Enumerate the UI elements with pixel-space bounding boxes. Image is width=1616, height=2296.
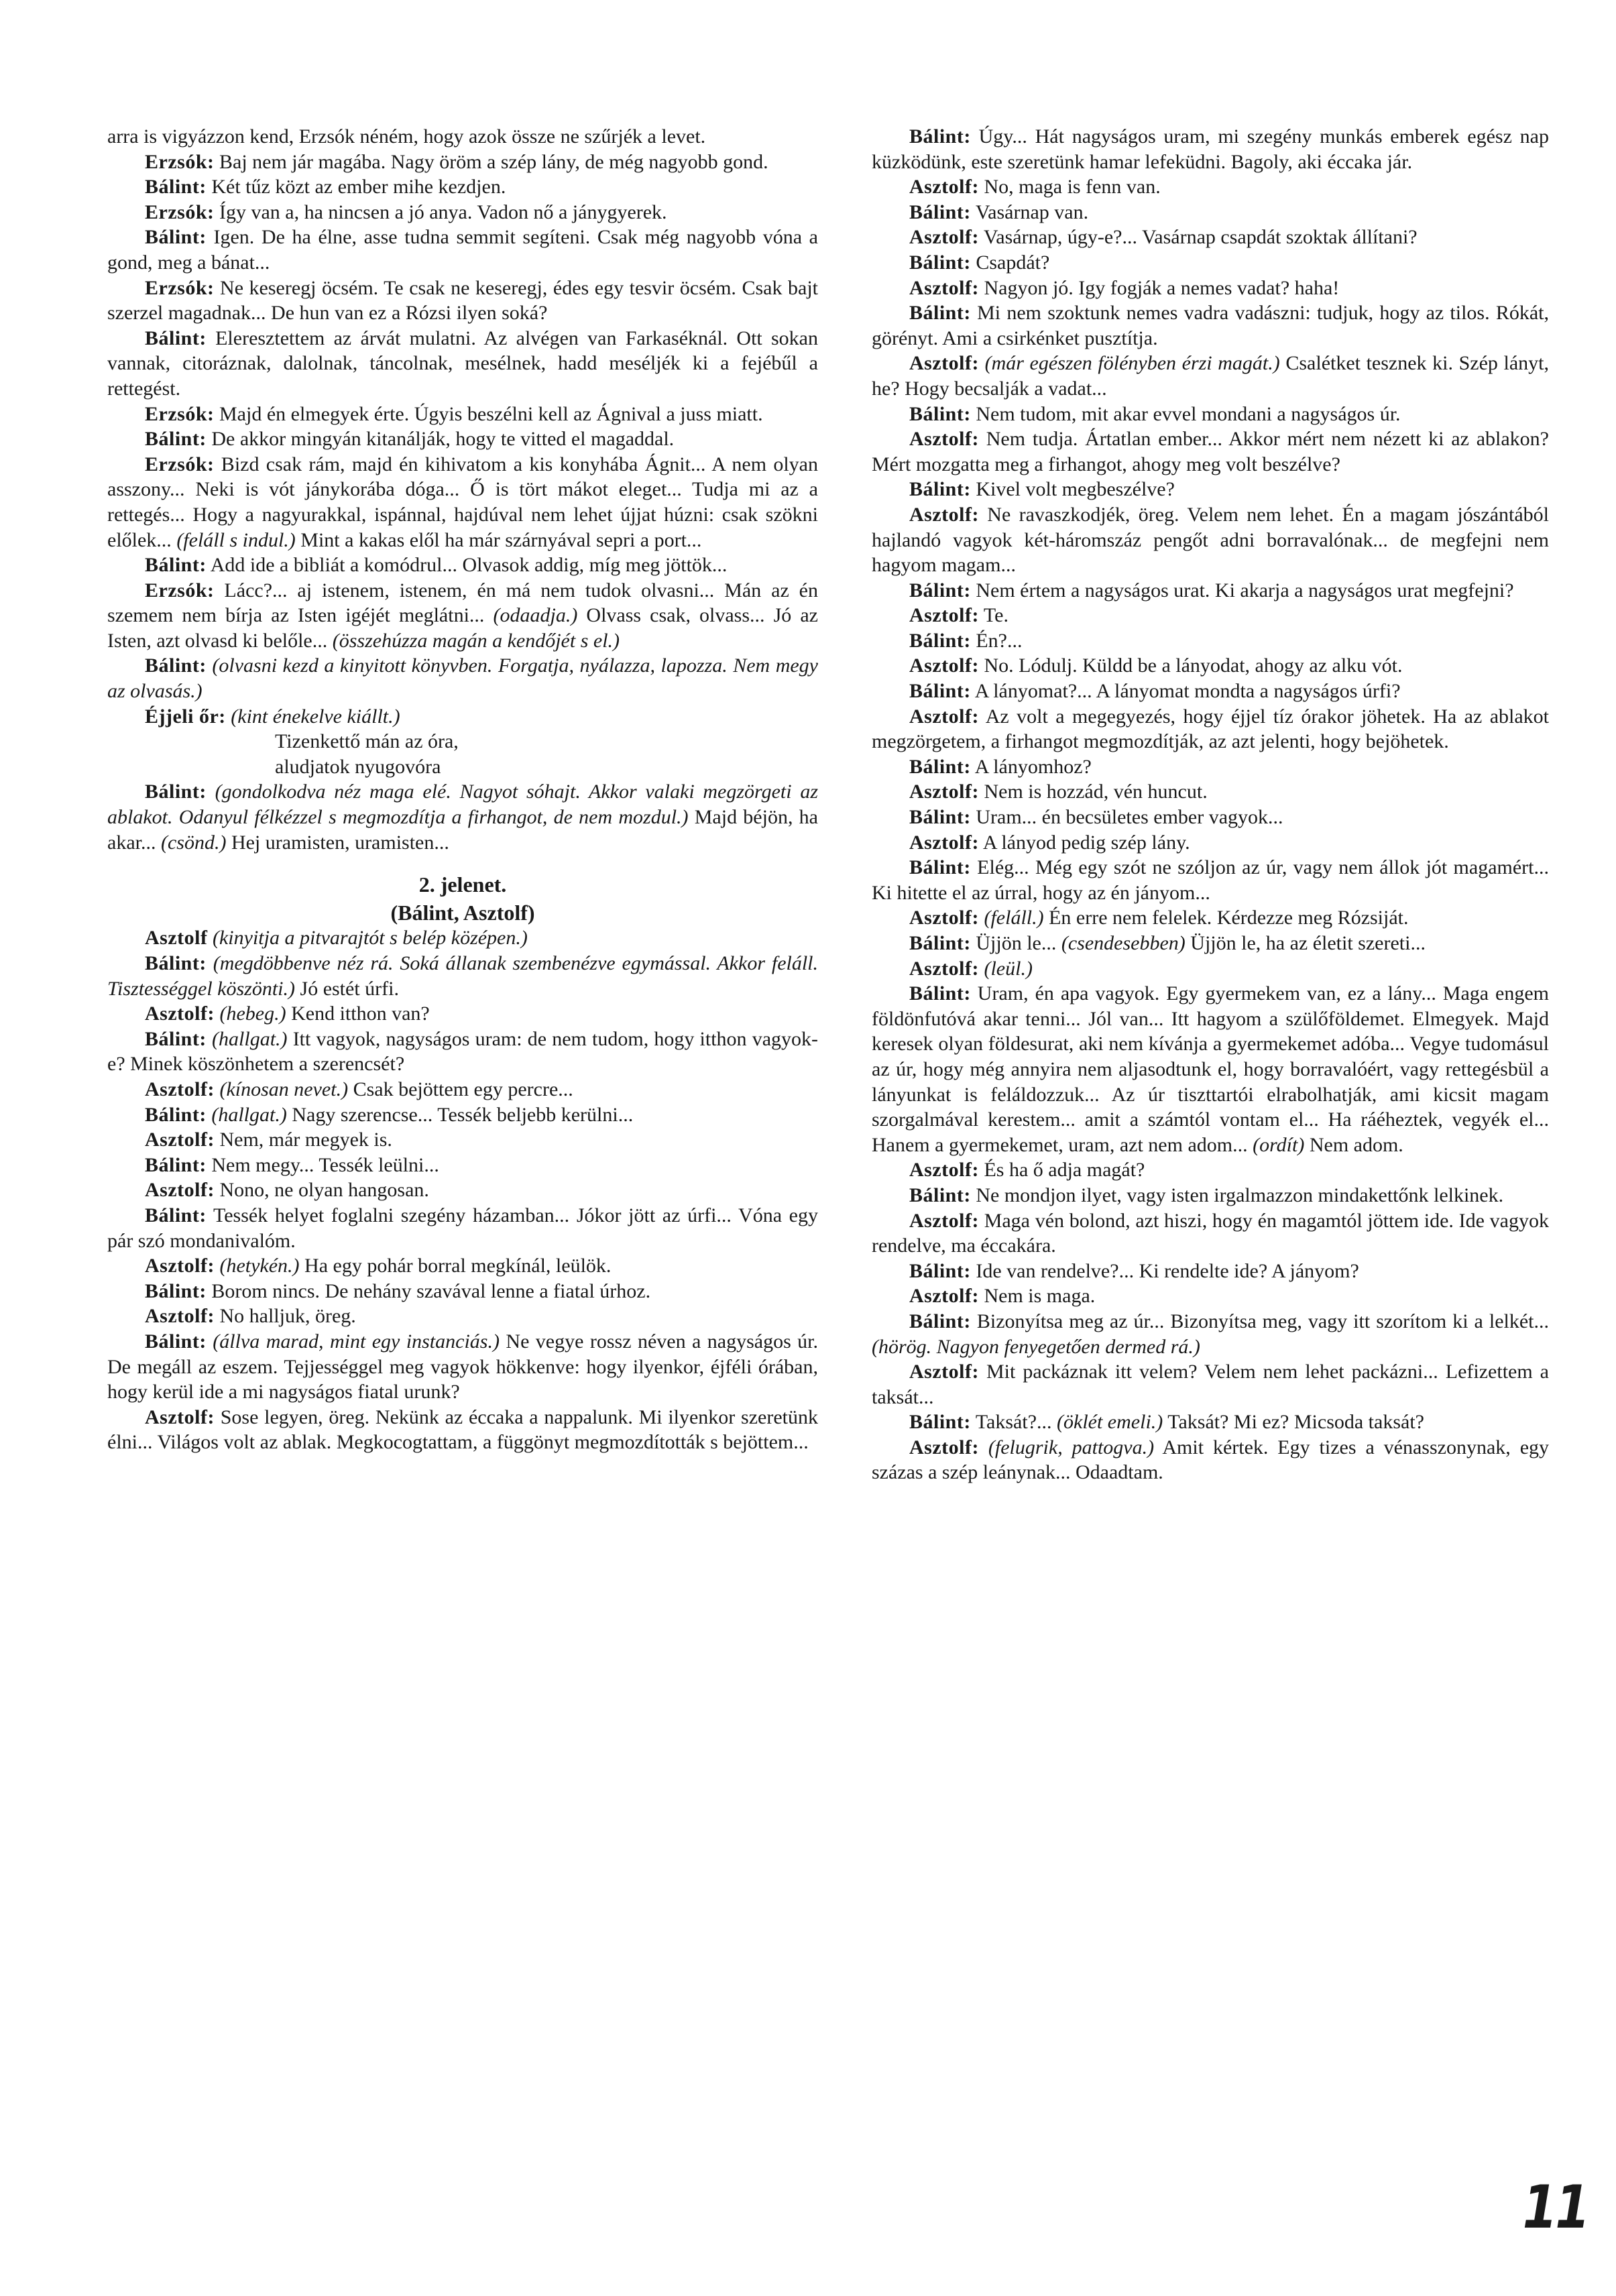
left-column <box>107 124 818 1455</box>
dialogue-line <box>107 1279 818 1304</box>
stage-direction: (csönd.) <box>160 831 227 854</box>
dialogue-line <box>107 326 818 402</box>
dialogue-text: Te. <box>978 604 1008 627</box>
right-column <box>872 124 1549 1485</box>
dialogue-text: Ne ravaszkodjék, öreg. Velem nem lehet. Én a magam jószántából hajlandó vagyok két-háromszáz pengőt adni borravalónak... de megfejni nem hagyom magam... <box>872 503 1549 577</box>
speaker-name: Erzsók: <box>145 402 215 425</box>
dialogue-text: Nem megy... Tessék leülni... <box>206 1153 439 1176</box>
speaker-name: Asztolf: <box>909 226 979 249</box>
dialogue-line <box>107 1077 818 1102</box>
dialogue-text: Bizd csak rám, majd én kihivatom a kis konyhába Ágnit... A nem olyan asszony... Neki is vót jánykorába dóga... Ő is tört mákot eleget... Tudja mi az a rettegés... Hogy a nagyurakkal, ispánnal, hajdúval nem lehet újjat húzni: csak szökni előlek... <box>107 453 818 551</box>
dialogue-line <box>872 402 1549 427</box>
dialogue-text <box>207 952 213 974</box>
speaker-name: Asztolf: <box>145 1129 215 1151</box>
dialogue-line <box>872 603 1549 628</box>
speaker-name: Bálint: <box>145 1204 207 1226</box>
dialogue-text: Kend itthon van? <box>286 1002 430 1025</box>
dialogue-text: Ha egy pohár borral megkínál, leülök. <box>299 1255 612 1277</box>
stage-direction: (már egészen fölényben érzi magát.) <box>984 352 1280 375</box>
speaker-name: Bálint: <box>909 478 971 501</box>
dialogue-text <box>979 352 985 374</box>
stage-direction: (hallgat.) <box>212 1027 288 1050</box>
dialogue-line <box>872 679 1549 704</box>
scene-heading: 2. jelenet. <box>418 872 507 897</box>
speaker-name: Bálint: <box>145 226 207 249</box>
dialogue-text: Uram, én apa vagyok. Egy gyermekem van, ez a lány... Maga engem földönfutóvá akar tenni... Jól van... Itt hagyom a szülőföldemet. Elmegyek. Majd keresek olyan földesurat, aki nem kívánja a gyermekemet adóba... Vegye tudomásul az úr, hogy még annyira nem aljasodtunk el, hogy borravalóért, vagy rettegésbül a lányunkat is feláldozzuk... Az úr tiszttartói elrabolhatják, ami kicsit magam szorgalmával kerestem... amit a számtól vontam el... Ha ráéheztek, vegyék el... Hanem a gyermekemet, uram, azt nem adom... <box>872 982 1549 1156</box>
dialogue-line <box>107 276 818 326</box>
dialogue-text: Hej uramisten, uramisten... <box>226 831 449 854</box>
song-line: Tizenkettő mán az óra, <box>275 730 459 753</box>
dialogue-line <box>872 351 1549 401</box>
dialogue-line <box>107 150 818 175</box>
speaker-name: Erzsók: <box>145 150 215 173</box>
dialogue-text: Eleresztettem az árvát mulatni. Az alvégen van Farkaséknál. Ott sokan vannak, citoráznak, dalolnak, táncolnak, mesélnek, hadd meséljék ki a fejébűl a rettegést. <box>107 327 818 400</box>
dialogue-text: Nem tudja. Ártatlan ember... Akkor mért nem nézett ki az ablakon? Mért mozgatta meg a firhangot, ahogy meg volt beszélve? <box>872 428 1549 475</box>
dialogue-text: Majd béjön, ha akar... <box>107 806 818 854</box>
dialogue-line <box>872 124 1549 174</box>
speaker-name: Asztolf: <box>909 781 979 803</box>
dialogue-line <box>107 1329 818 1405</box>
dialogue-text: Nono, ne olyan hangosan. <box>214 1179 429 1202</box>
dialogue-text: Ide van rendelve?... Ki rendelte ide? A jányom? <box>970 1259 1359 1282</box>
dialogue-line <box>107 1304 818 1329</box>
stage-direction: (hetykén.) <box>219 1255 300 1277</box>
stage-direction: (leül.) <box>984 957 1033 980</box>
dialogue-text: A lányod pedig szép lány. <box>978 831 1190 854</box>
dialogue-line <box>872 578 1549 604</box>
dialogue-text <box>207 1330 213 1353</box>
dialogue-line <box>872 1359 1549 1410</box>
dialogue-text: Csapdát? <box>970 251 1050 274</box>
dialogue-line <box>872 931 1549 956</box>
dialogue-line <box>107 1102 818 1128</box>
stage-direction: (kint énekelve kiállt.) <box>231 705 400 728</box>
dialogue-line <box>107 225 818 275</box>
dialogue-line <box>872 1208 1549 1259</box>
speaker-name: Asztolf <box>145 927 208 950</box>
stage-direction: (feláll s indul.) <box>176 528 296 551</box>
dialogue-line <box>107 553 818 578</box>
dialogue-text: A lányomat?... A lányomat mondta a nagyságos úrfi? <box>970 680 1401 703</box>
dialogue-line <box>107 174 818 200</box>
stage-direction: (megdöbbenve néz rá. Soká állanak szembenézve egymással. Akkor feláll. Tisztességgel köszönti.) <box>107 952 819 1000</box>
speaker-name: Bálint: <box>909 806 971 829</box>
dialogue-line <box>872 502 1549 578</box>
dialogue-text: Vasárnap, úgy-e?... Vasárnap csapdát szoktak állítani? <box>978 226 1418 249</box>
dialogue-text: Az volt a megegyezés, hogy éjjel tíz órakor jöhetek. Ha az ablakot megzörgetem, a firhangot megmozdítják, az azt jelenti, hogy bejöhetek. <box>872 705 1549 753</box>
scene-characters: (Bálint, Asztolf) <box>390 900 535 925</box>
dialogue-line <box>107 1405 818 1455</box>
dialogue-text: Nem is hozzád, vén huncut. <box>978 781 1208 803</box>
dialogue-line <box>872 200 1549 225</box>
dialogue-text: Így van a, ha nincsen a jó anya. Vadon nő a jánygyerek. <box>214 200 667 223</box>
speaker-name: Bálint: <box>145 1153 207 1176</box>
dialogue-line <box>872 426 1549 477</box>
speaker-name: Asztolf: <box>909 276 979 299</box>
dialogue-text: arra is vigyázzon kend, Erzsók néném, hogy azok össze ne szűrjék a levet. <box>107 125 706 148</box>
speaker-name: Bálint: <box>145 1027 207 1050</box>
speaker-name: Bálint: <box>145 554 207 577</box>
speaker-name: Bálint: <box>909 856 971 879</box>
dialogue-line <box>872 300 1549 351</box>
dialogue-text: Üjjön le, ha az életit szereti... <box>1185 932 1426 954</box>
dialogue-text: Két tűz közt az ember mihe kezdjen. <box>206 176 506 198</box>
dialogue-line <box>107 653 818 703</box>
speaker-name: Bálint: <box>909 1310 971 1332</box>
stage-direction: (kínosan nevet.) <box>219 1078 349 1100</box>
dialogue-text: Borom nincs. De nehány szavával lenne a fiatal úrhoz. <box>206 1279 651 1302</box>
dialogue-line <box>872 981 1549 1157</box>
dialogue-text: Vasárnap van. <box>970 200 1089 223</box>
dialogue-text: Amit kértek. Egy tizes a vénasszonynak, egy százas a szép leánynak... Odaadtam. <box>872 1436 1550 1484</box>
dialogue-text: Uram... én becsületes ember vagyok... <box>970 806 1283 829</box>
speaker-name: Bálint: <box>145 781 207 803</box>
dialogue-text: Én?... <box>970 629 1023 652</box>
dialogue-line <box>872 276 1549 301</box>
speaker-name: Asztolf: <box>145 1002 215 1025</box>
dialogue-line <box>872 628 1549 654</box>
dialogue-text: Tessék helyet foglalni szegény házamban... Jókor jött az úrfi... Vóna egy pár szó mondanivalóm. <box>107 1204 818 1252</box>
dialogue-line <box>107 200 818 225</box>
dialogue-text: No, maga is fenn van. <box>978 176 1161 198</box>
dialogue-text: Én erre nem felelek. Kérdezze meg Rózsiját. <box>1043 907 1409 929</box>
dialogue-line <box>872 1309 1549 1359</box>
dialogue-text: Csalétket tesznek ki. Szép lányt, he? Hogy becsalják a vadat... <box>872 352 1550 400</box>
dialogue-text: Mi nem szoktunk nemes vadra vadászni: tudjuk, hogy az tilos. Rókát, görényt. Ami a csirkénket pusztítja. <box>872 302 1549 349</box>
dialogue-line <box>872 250 1549 276</box>
speaker-name: Asztolf: <box>909 831 979 854</box>
dialogue-line <box>872 225 1549 250</box>
speaker-name: Asztolf: <box>145 1078 215 1100</box>
speaker-name: Bálint: <box>145 428 207 451</box>
dialogue-text: Elég... Még egy szót ne szóljon az úr, vagy nem állok jót magamért... Ki hitette el az úrral, hogy az én jányom... <box>872 856 1549 904</box>
dialogue-text: Taksát? Mi ez? Micsoda taksát? <box>1163 1411 1424 1434</box>
dialogue-line <box>872 174 1549 200</box>
stage-direction: (állva marad, mint egy instanciás.) <box>213 1330 500 1353</box>
dialogue-text: Úgy... Hát nagyságos uram, mi szegény munkás emberek egész nap küzködünk, este szeretünk hamar lefeküdni. Bagoly, aki éccaka jár. <box>872 125 1549 173</box>
speaker-name: Bálint: <box>145 1279 207 1302</box>
speaker-name: Bálint: <box>909 982 971 1005</box>
dialogue-line <box>872 1410 1549 1435</box>
dialogue-text: Mint a kakas elől ha már szárnyával sepri a port... <box>295 528 702 551</box>
stage-direction: (hörög. Nagyon fenyegetően dermed rá.) <box>872 1335 1200 1358</box>
dialogue-text: Nagy szerencse... Tessék beljebb kerülni... <box>286 1103 634 1126</box>
speaker-name: Bálint: <box>909 1411 971 1434</box>
dialogue-line <box>107 951 818 1001</box>
speaker-name: Bálint: <box>145 654 207 677</box>
dialogue-line <box>872 805 1549 830</box>
dialogue-text: Taksát?... <box>970 1411 1057 1434</box>
dialogue-line <box>107 704 818 730</box>
dialogue-line <box>872 1157 1549 1183</box>
speaker-name: Asztolf: <box>145 1255 215 1277</box>
dialogue-line <box>872 1259 1549 1284</box>
dialogue-text: A lányomhoz? <box>970 755 1092 778</box>
speaker-name: Asztolf: <box>909 428 979 451</box>
dialogue-text: Majd én elmegyek érte. Úgyis beszélni kell az Ágnival a juss miatt. <box>214 402 763 425</box>
dialogue-line <box>872 830 1549 856</box>
speaker-name: Asztolf: <box>909 1285 979 1308</box>
dialogue-line <box>872 754 1549 780</box>
stage-direction: (összehúzza magán a kendőjét s el.) <box>332 629 620 652</box>
page-number: 11 <box>1522 2173 1588 2242</box>
stage-direction: (öklét emeli.) <box>1057 1411 1163 1434</box>
speaker-name: Asztolf: <box>909 1436 979 1458</box>
dialogue-line <box>872 956 1549 982</box>
dialogue-text <box>207 927 213 949</box>
speaker-name: Bálint: <box>145 1103 207 1126</box>
dialogue-text: Nem, már megyek is. <box>214 1129 392 1151</box>
dialogue-line <box>107 925 818 951</box>
dialogue-text: Nem is maga. <box>978 1285 1096 1308</box>
speaker-name: Bálint: <box>909 200 971 223</box>
dialogue-text: És ha ő adja magát? <box>978 1159 1145 1182</box>
stage-direction: (hallgat.) <box>211 1103 287 1126</box>
speaker-name: Bálint: <box>909 125 971 148</box>
song-line: aludjatok nyugovóra <box>275 755 441 778</box>
dialogue-text: Mit packáznak itt velem? Velem nem lehet packázni... Lefizettem a taksát... <box>872 1361 1549 1408</box>
dialogue-text <box>979 1436 988 1458</box>
dialogue-line <box>107 1253 818 1279</box>
speaker-name: Bálint: <box>909 932 971 954</box>
dialogue-text: Ne vegye rossz néven a nagyságos úr. De megáll az eszem. Tejjességgel meg vagyok hökkenve: hogy ilyenkor, éjféli órában, hogy kerül ide a mi nagyságos fiatal urunk? <box>107 1330 819 1403</box>
dialogue-text: Csak bejöttem egy percre... <box>348 1078 573 1100</box>
dialogue-line <box>872 1283 1549 1309</box>
dialogue-text: No halljuk, öreg. <box>214 1305 356 1328</box>
dialogue-line <box>107 1027 818 1077</box>
dialogue-text: Jó estét úrfi. <box>295 977 399 1000</box>
dialogue-text: Nagyon jó. Igy fogják a nemes vadat? haha! <box>978 276 1340 299</box>
stage-direction: (feláll.) <box>984 907 1044 929</box>
stage-direction: (olvasni kezd a kinyitott könyvben. Forgatja, nyálazza, lapozza. Nem megy az olvasás.) <box>107 654 818 703</box>
dialogue-line <box>872 653 1549 679</box>
speaker-name: Bálint: <box>909 1259 971 1282</box>
dialogue-text: Ne mondjon ilyet, vagy isten irgalmazzon mindakettőnk lelkinek. <box>970 1184 1504 1206</box>
dialogue-text: Igen. De ha élne, asse tudna semmit segíteni. Csak még nagyobb vóna a gond, meg a bánat... <box>107 226 818 274</box>
speaker-name: Erzsók: <box>145 453 215 475</box>
speaker-name: Asztolf: <box>909 503 979 526</box>
dialogue-text: Itt vagyok, nagyságos uram: de nem tudom, hogy itthon vagyok-e? Minek köszönhetem a szerencsét? <box>107 1027 819 1076</box>
dialogue-text: Sose legyen, öreg. Nekünk az éccaka a nappalunk. Mi ilyenkor szeretünk élni... Világos volt az ablak. Megkocogtattam, a függönyt megmozdították s bejöttem... <box>107 1405 818 1454</box>
dialogue-line <box>872 1435 1549 1485</box>
stage-direction: (felugrik, pattogva.) <box>988 1436 1155 1458</box>
dialogue-text: Üjjön le... <box>970 932 1061 954</box>
dialogue-line <box>107 779 818 855</box>
stage-direction: (csendesebben) <box>1061 932 1186 954</box>
speaker-name: Asztolf: <box>909 654 979 677</box>
dialogue-text: Nem adom. <box>1304 1133 1403 1156</box>
dialogue-text: Baj nem jár magába. Nagy öröm a szép lány, de még nagyobb gond. <box>214 150 768 173</box>
speaker-name: Bálint: <box>145 176 207 198</box>
speaker-name: Bálint: <box>909 629 971 652</box>
speaker-name: Bálint: <box>909 1184 971 1206</box>
dialogue-line <box>872 855 1549 905</box>
dialogue-text <box>207 1028 212 1050</box>
dialogue-line <box>872 779 1549 805</box>
dialogue-text: Bizonyítsa meg az úr... Bizonyítsa meg, vagy itt szorítom ki a lelkét... <box>970 1310 1549 1332</box>
dialogue-text <box>207 781 215 803</box>
speaker-name: Erzsók: <box>145 276 215 299</box>
speaker-name: Bálint: <box>145 327 207 349</box>
stage-direction: (hebeg.) <box>219 1002 286 1025</box>
speaker-name: Asztolf: <box>909 1361 979 1383</box>
speaker-name: Asztolf: <box>145 1405 215 1428</box>
dialogue-line <box>107 1178 818 1203</box>
dialogue-line <box>107 452 818 553</box>
speaker-name: Bálint: <box>909 402 971 425</box>
speaker-name: Bálint: <box>909 251 971 274</box>
dialogue-line <box>107 1203 818 1253</box>
dialogue-text: Nem értem a nagyságos urat. Ki akarja a nagyságos urat megfejni? <box>970 579 1514 601</box>
speaker-name: Asztolf: <box>909 907 979 929</box>
dialogue-text: Ne keseregj öcsém. Te csak ne keseregj, édes egy tesvir öcsém. Csak bajt szerzel magadnak... De hun van ez a Rózsi ilyen soká? <box>107 276 818 325</box>
speaker-name: Asztolf: <box>909 176 979 198</box>
speaker-name: Asztolf: <box>145 1305 215 1328</box>
dialogue-text: Olvass csak, olvass... Jó az Isten, azt olvasd ki belőle... <box>107 604 818 652</box>
dialogue-text: Maga vén bolond, azt hiszi, hogy én magamtól jöttem ide. Ide vagyok rendelve, ma éccakára. <box>872 1209 1549 1257</box>
speaker-name: Bálint: <box>145 1330 207 1353</box>
speaker-name: Asztolf: <box>145 1179 215 1202</box>
dialogue-line <box>107 124 818 150</box>
stage-direction: (odaadja.) <box>493 604 578 627</box>
dialogue-text: Add ide a bibliát a komódrul... Olvasok addig, míg meg jöttök... <box>206 554 728 577</box>
dialogue-line <box>872 704 1549 754</box>
speaker-name: Asztolf: <box>909 705 979 728</box>
speaker-name: Bálint: <box>909 755 971 778</box>
dialogue-text: Kivel volt megbeszélve? <box>970 478 1175 501</box>
dialogue-line <box>107 578 818 654</box>
dialogue-line <box>107 1153 818 1178</box>
stage-direction: (ordít) <box>1253 1133 1305 1156</box>
speaker-name: Bálint: <box>909 579 971 601</box>
speaker-name: Éjjeli őr: <box>145 705 226 728</box>
speaker-name: Erzsók: <box>145 200 215 223</box>
dialogue-line <box>872 905 1549 931</box>
dialogue-line <box>107 402 818 427</box>
dialogue-line <box>872 477 1549 502</box>
dialogue-line <box>872 1183 1549 1208</box>
dialogue-text: De akkor mingyán kitanálják, hogy te vitted el magaddal. <box>206 428 675 451</box>
speaker-name: Asztolf: <box>909 1209 979 1232</box>
speaker-name: Bálint: <box>145 952 207 974</box>
dialogue-text: Lácc?... aj istenem, istenem, én má nem tudok olvasni... Mán az én szemem nem bírja az Isten igéjét meglátni... <box>107 579 818 627</box>
dialogue-line <box>107 426 818 452</box>
speaker-name: Asztolf: <box>909 352 979 375</box>
speaker-name: Bálint: <box>909 680 971 703</box>
dialogue-line <box>107 1001 818 1027</box>
dialogue-text: No. Lódulj. Küldd be a lányodat, ahogy az alku vót. <box>978 654 1403 677</box>
dialogue-line <box>107 1127 818 1153</box>
speaker-name: Bálint: <box>909 302 971 325</box>
speaker-name: Erzsók: <box>145 579 215 601</box>
speaker-name: Asztolf: <box>909 604 979 627</box>
speaker-name: Asztolf: <box>909 1159 979 1182</box>
stage-direction: (kinyitja a pitvarajtót s belép középen.) <box>212 927 528 950</box>
speaker-name: Asztolf: <box>909 957 979 980</box>
stage-direction: (gondolkodva néz maga elé. Nagyot sóhajt. Akkor valaki megzörgeti az ablakot. Odanyul félkézzel s megmozdítja a firhangot, de nem mozdul.) <box>107 781 818 829</box>
dialogue-text: Nem tudom, mit akar evvel mondani a nagyságos úr. <box>970 402 1401 425</box>
